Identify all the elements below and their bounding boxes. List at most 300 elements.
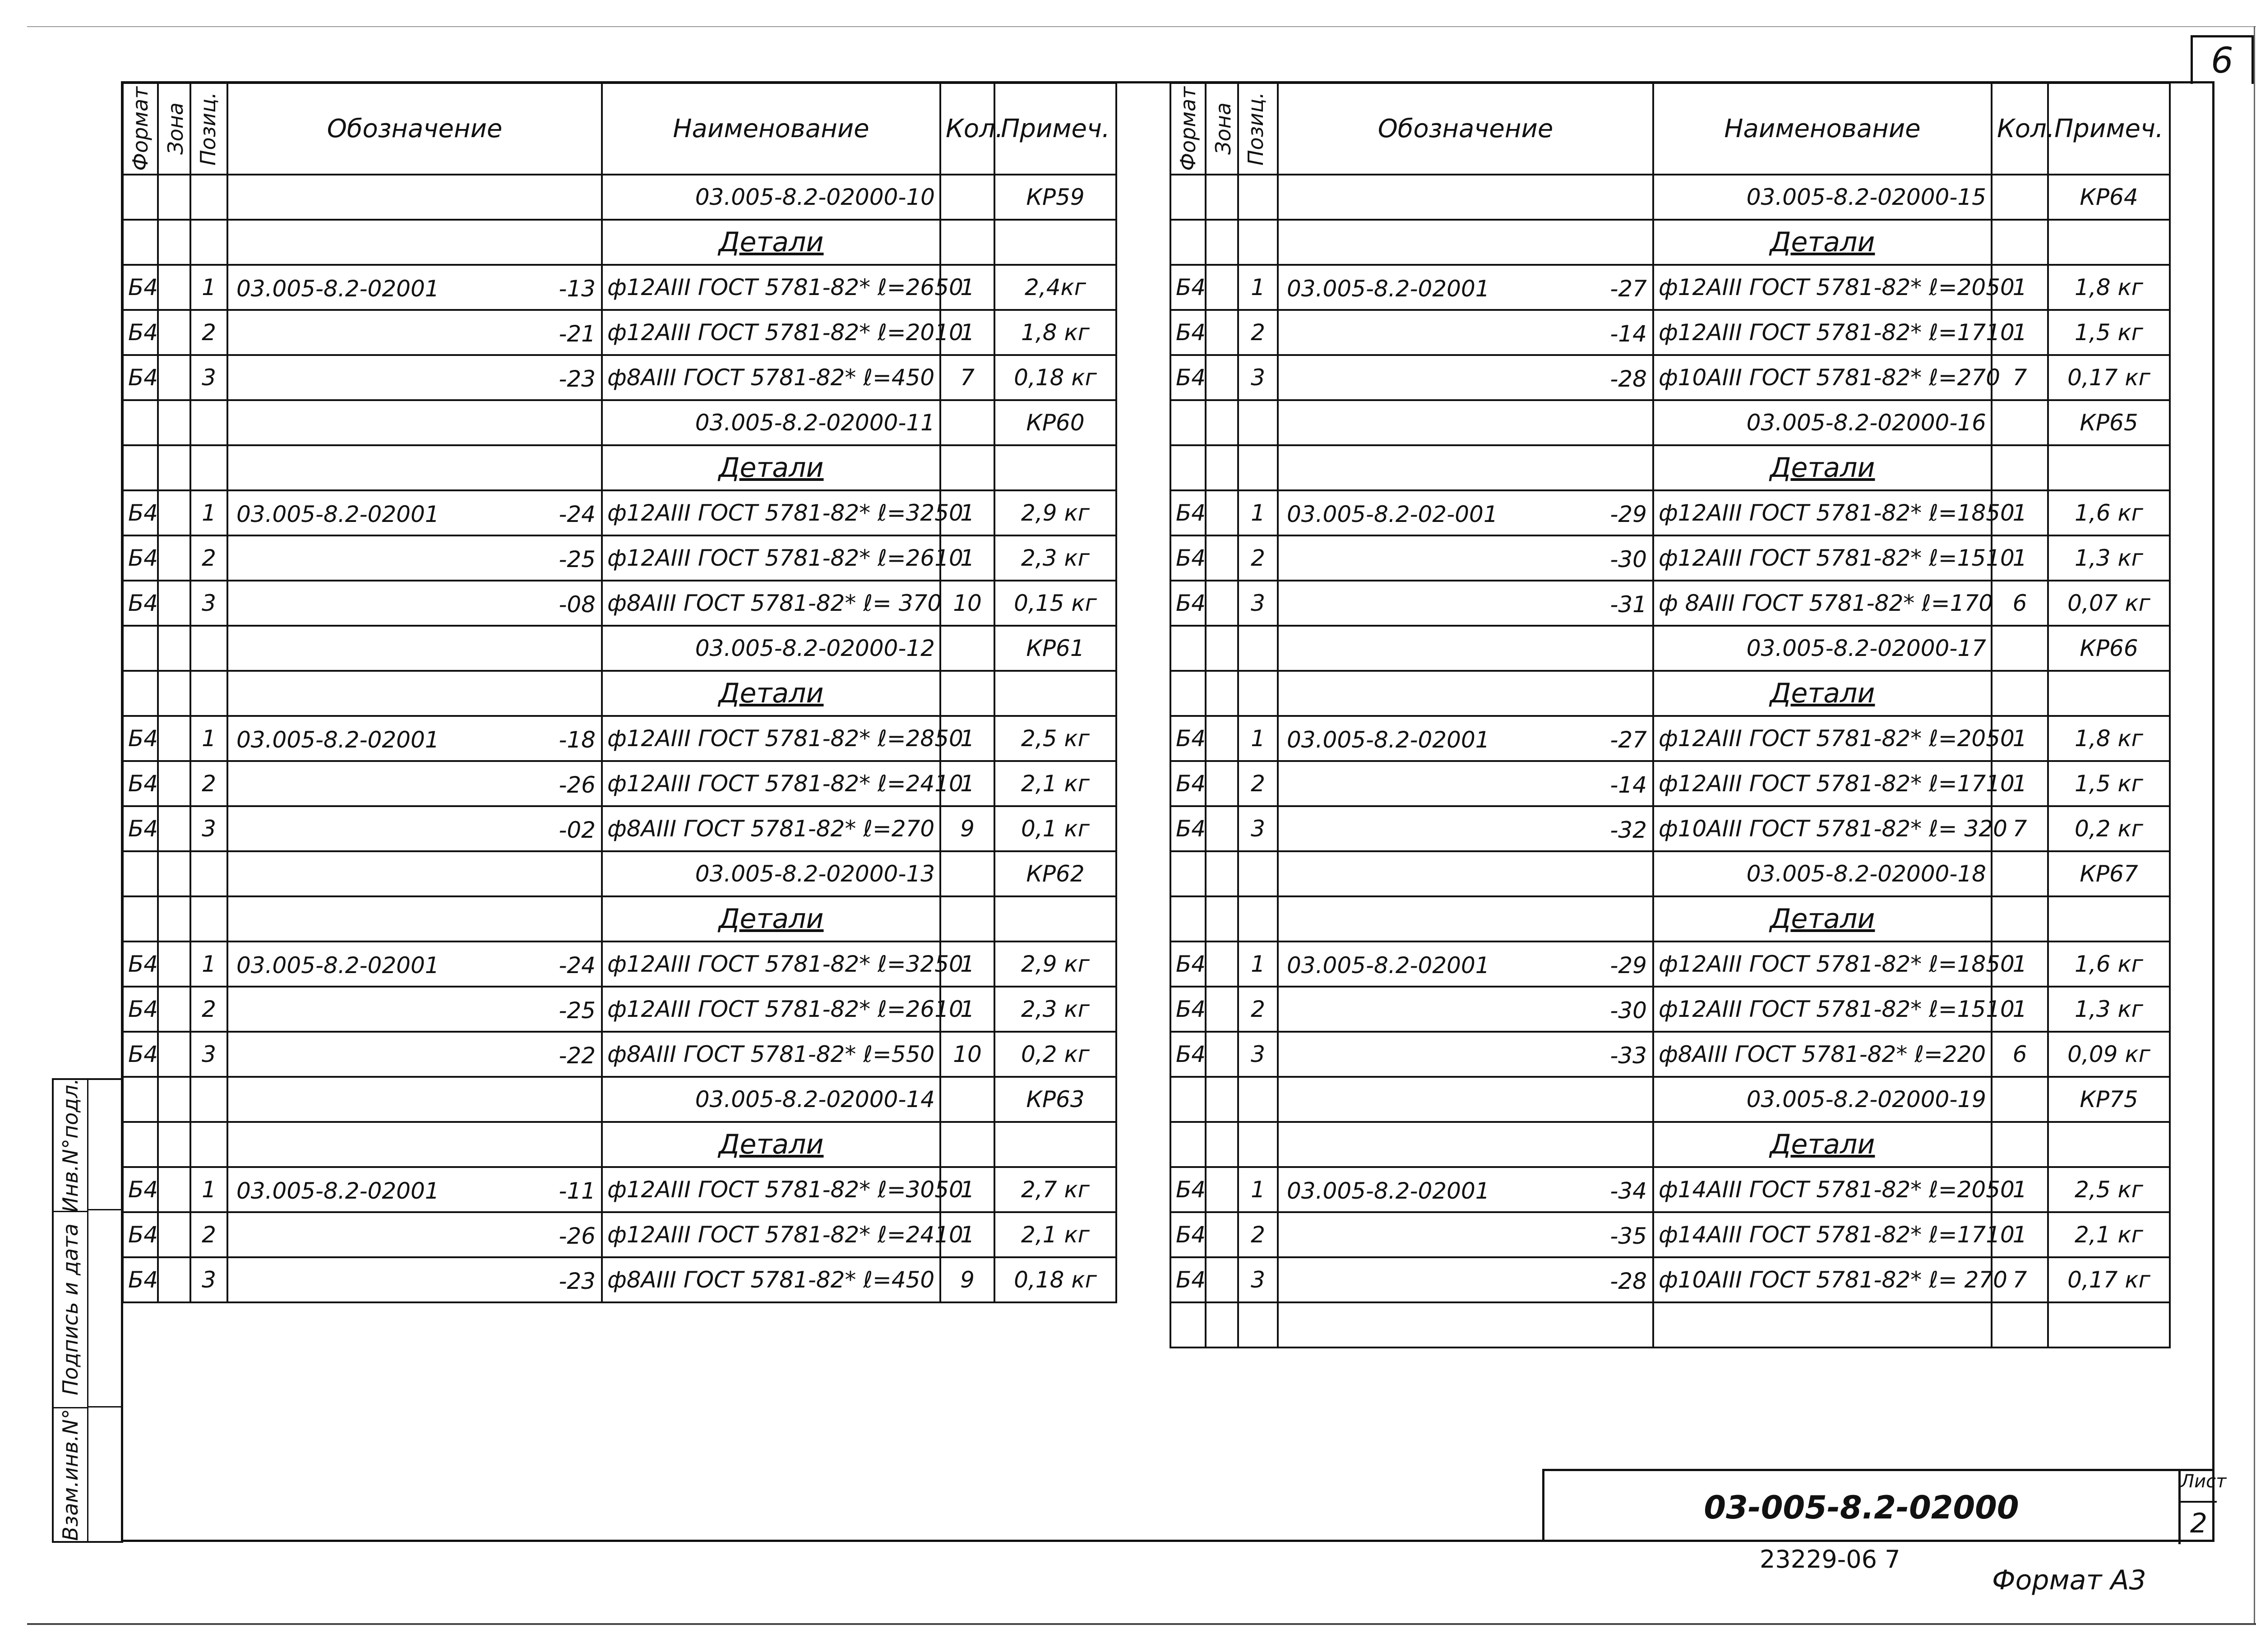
item-note: 2,1 кг: [994, 1212, 1116, 1257]
blank-cell: [1238, 1302, 1278, 1347]
item-designation: [1278, 1212, 1653, 1257]
assembly-code: 03.005-8.2-02000-17: [1653, 626, 1992, 671]
item-position: 3: [1238, 1032, 1278, 1077]
item-note: 1,3 кг: [2048, 987, 2170, 1032]
qty-cell: [1992, 896, 2048, 941]
item-designation-suffix: -25: [559, 546, 596, 572]
item-note: 2,1 кг: [2048, 1212, 2170, 1257]
outer-trim-right: [2254, 26, 2255, 1623]
zone-cell: [158, 1212, 190, 1257]
assembly-code: 03.005-8.2-02000-10: [602, 175, 940, 220]
item-format: Б4: [1170, 1167, 1206, 1212]
position-cell: [1238, 626, 1278, 671]
item-name: ф12АIII ГОСТ 5781-82* ℓ=1850: [1653, 941, 1992, 987]
format-cell: [123, 896, 158, 941]
item-designation-code: 03.005-8.2-02001: [1287, 1177, 1490, 1204]
header-zone: Зона: [1206, 83, 1238, 175]
item-designation: [1278, 806, 1653, 851]
zone-cell: [158, 265, 190, 310]
item-designation-suffix: -31: [1610, 591, 1647, 618]
item-note: 0,07 кг: [2048, 581, 2170, 626]
zone-cell: [1206, 1122, 1238, 1167]
section-label: Детали: [1653, 1122, 1992, 1167]
qty-cell: [940, 896, 994, 941]
zone-cell: [1206, 535, 1238, 581]
item-position: 1: [190, 490, 227, 535]
item-name: ф12АIII ГОСТ 5781-82* ℓ=1850: [1653, 490, 1992, 535]
format-cell: [123, 445, 158, 490]
archive-number: 23229-06 7: [1760, 1545, 1900, 1574]
note-cell: [2048, 220, 2170, 265]
item-row: [1170, 490, 2170, 535]
blank-cell: [2048, 1302, 2170, 1347]
assembly-note: КР60: [994, 400, 1116, 445]
item-designation: [227, 761, 602, 806]
item-name: ф12АIII ГОСТ 5781-82* ℓ=1510: [1653, 987, 1992, 1032]
format-cell: [123, 1077, 158, 1122]
note-cell: [994, 445, 1116, 490]
section-row: [1170, 671, 2170, 716]
format-cell: [123, 671, 158, 716]
item-row: [1170, 941, 2170, 987]
header-name: Наименование: [602, 83, 940, 175]
assembly-note: КР75: [2048, 1077, 2170, 1122]
item-name: ф12АIII ГОСТ 5781-82* ℓ=1710: [1653, 761, 1992, 806]
designation-cell: [1278, 1122, 1653, 1167]
zone-cell: [1206, 265, 1238, 310]
zone-cell: [1206, 1167, 1238, 1212]
item-row: [123, 1257, 1116, 1302]
item-position: 1: [1238, 265, 1278, 310]
zone-cell: [1206, 445, 1238, 490]
assembly-note: КР62: [994, 851, 1116, 896]
assembly-note: КР65: [2048, 400, 2170, 445]
designation-cell: [227, 445, 602, 490]
format-cell: [1170, 445, 1206, 490]
assembly-note: КР61: [994, 626, 1116, 671]
item-name: ф12АIII ГОСТ 5781-82* ℓ=3050: [602, 1167, 940, 1212]
designation-cell: [227, 626, 602, 671]
item-name: ф8АIII ГОСТ 5781-82* ℓ=450: [602, 355, 940, 400]
designation-cell: [227, 1077, 602, 1122]
item-name: ф12АIII ГОСТ 5781-82* ℓ=2410: [602, 1212, 940, 1257]
item-qty: 1: [1992, 761, 2048, 806]
item-note: 1,8 кг: [2048, 716, 2170, 761]
item-designation: [227, 355, 602, 400]
designation-cell: [1278, 851, 1653, 896]
section-row: [123, 1122, 1116, 1167]
item-qty: 7: [1992, 1257, 2048, 1302]
item-designation-suffix: -34: [1610, 1177, 1647, 1204]
zone-cell: [158, 220, 190, 265]
item-designation-suffix: -30: [1610, 997, 1647, 1024]
side-value-podpis: [88, 1210, 122, 1407]
item-designation: [227, 1167, 602, 1212]
item-designation: [227, 1257, 602, 1302]
designation-cell: [1278, 671, 1653, 716]
item-position: 1: [1238, 490, 1278, 535]
blank-cell: [1170, 1302, 1206, 1347]
format-cell: [1170, 626, 1206, 671]
item-designation-suffix: -23: [559, 1268, 596, 1294]
item-note: 2,5 кг: [994, 716, 1116, 761]
outer-trim-top: [27, 26, 2256, 27]
format-cell: [123, 851, 158, 896]
item-qty: 1: [1992, 490, 2048, 535]
position-cell: [1238, 1122, 1278, 1167]
format-cell: [1170, 896, 1206, 941]
item-designation-suffix: -24: [559, 952, 596, 978]
item-name: ф8АIII ГОСТ 5781-82* ℓ=550: [602, 1032, 940, 1077]
zone-cell: [1206, 490, 1238, 535]
section-row: [123, 896, 1116, 941]
item-format: Б4: [123, 1032, 158, 1077]
item-designation: [1278, 310, 1653, 355]
item-qty: 1: [940, 310, 994, 355]
item-designation-suffix: -18: [559, 726, 596, 753]
item-format: Б4: [123, 716, 158, 761]
designation-cell: [1278, 175, 1653, 220]
item-name: ф12АIII ГОСТ 5781-82* ℓ=2050: [1653, 265, 1992, 310]
assembly-code: 03.005-8.2-02000-13: [602, 851, 940, 896]
zone-cell: [1206, 806, 1238, 851]
spec-table-left: [122, 82, 1117, 1303]
item-note: 1,5 кг: [2048, 761, 2170, 806]
item-note: 0,17 кг: [2048, 1257, 2170, 1302]
item-name: ф 8АIII ГОСТ 5781-82* ℓ=170: [1653, 581, 1992, 626]
item-qty: 1: [940, 490, 994, 535]
item-format: Б4: [123, 535, 158, 581]
item-row: [123, 716, 1116, 761]
item-format: Б4: [1170, 490, 1206, 535]
item-position: 1: [190, 941, 227, 987]
zone-cell: [158, 626, 190, 671]
item-designation: [227, 1032, 602, 1077]
zone-cell: [158, 445, 190, 490]
position-cell: [190, 851, 227, 896]
designation-cell: [1278, 445, 1653, 490]
item-format: Б4: [123, 355, 158, 400]
item-note: 0,2 кг: [994, 1032, 1116, 1077]
item-position: 3: [190, 1032, 227, 1077]
item-row: [123, 535, 1116, 581]
assembly-row: [123, 851, 1116, 896]
qty-cell: [940, 626, 994, 671]
item-format: Б4: [1170, 535, 1206, 581]
position-cell: [1238, 220, 1278, 265]
zone-cell: [1206, 581, 1238, 626]
title-block: [1542, 1469, 2227, 1542]
note-cell: [994, 220, 1116, 265]
item-designation: [1278, 490, 1653, 535]
blank-cell: [1206, 1302, 1238, 1347]
spec-header-row: [1170, 83, 2170, 175]
item-note: 1,6 кг: [2048, 941, 2170, 987]
item-qty: 1: [1992, 1167, 2048, 1212]
item-format: Б4: [1170, 806, 1206, 851]
sheet-number: 6: [2211, 40, 2233, 81]
item-position: 2: [1238, 761, 1278, 806]
qty-cell: [1992, 445, 2048, 490]
spec-table-right: [1170, 82, 2171, 1348]
item-row: [123, 265, 1116, 310]
format-cell: [1170, 400, 1206, 445]
qty-cell: [940, 445, 994, 490]
zone-cell: [1206, 220, 1238, 265]
item-note: 0,15 кг: [994, 581, 1116, 626]
format-cell: [123, 175, 158, 220]
qty-cell: [940, 220, 994, 265]
side-stamp: [52, 1078, 123, 1543]
item-name: ф10АIII ГОСТ 5781-82* ℓ= 270: [1653, 1257, 1992, 1302]
item-designation: [1278, 355, 1653, 400]
item-row: [1170, 265, 2170, 310]
zone-cell: [158, 851, 190, 896]
section-label: Детали: [1653, 220, 1992, 265]
item-designation-code: 03.005-8.2-02001: [236, 726, 439, 753]
item-designation-suffix: -14: [1610, 320, 1647, 347]
item-designation: [1278, 987, 1653, 1032]
side-stamp-values: [88, 1080, 122, 1541]
item-format: Б4: [123, 941, 158, 987]
header-format: Формат: [1170, 83, 1206, 175]
item-position: 3: [190, 1257, 227, 1302]
section-row: [1170, 1122, 2170, 1167]
qty-cell: [940, 1122, 994, 1167]
zone-cell: [1206, 1032, 1238, 1077]
item-note: 2,7 кг: [994, 1167, 1116, 1212]
assembly-note: КР66: [2048, 626, 2170, 671]
item-designation: [227, 941, 602, 987]
item-name: ф8АIII ГОСТ 5781-82* ℓ=450: [602, 1257, 940, 1302]
item-qty: 1: [1992, 535, 2048, 581]
zone-cell: [158, 1122, 190, 1167]
item-note: 1,6 кг: [2048, 490, 2170, 535]
item-designation-suffix: -26: [559, 771, 596, 798]
item-note: 1,8 кг: [2048, 265, 2170, 310]
item-qty: 9: [940, 806, 994, 851]
item-designation-code: 03.005-8.2-02001: [236, 501, 439, 527]
zone-cell: [158, 761, 190, 806]
header-zone: Зона: [158, 83, 190, 175]
item-qty: 1: [1992, 310, 2048, 355]
item-qty: 7: [1992, 806, 2048, 851]
assembly-row: [1170, 851, 2170, 896]
item-format: Б4: [123, 1257, 158, 1302]
position-cell: [1238, 1077, 1278, 1122]
item-name: ф12АIII ГОСТ 5781-82* ℓ=3250: [602, 490, 940, 535]
item-format: Б4: [1170, 581, 1206, 626]
item-name: ф8АIII ГОСТ 5781-82* ℓ= 370: [602, 581, 940, 626]
designation-cell: [1278, 1077, 1653, 1122]
side-seg-inv: [54, 1080, 87, 1212]
sheet-label: Лист: [2181, 1471, 2217, 1503]
zone-cell: [158, 671, 190, 716]
item-row: [1170, 581, 2170, 626]
item-position: 2: [190, 761, 227, 806]
item-qty: 7: [1992, 355, 2048, 400]
item-format: Б4: [1170, 1032, 1206, 1077]
section-label: Детали: [602, 671, 940, 716]
section-label: Детали: [602, 896, 940, 941]
item-designation-suffix: -11: [559, 1177, 596, 1204]
item-designation: [227, 490, 602, 535]
zone-cell: [1206, 851, 1238, 896]
item-note: 2,5 кг: [2048, 1167, 2170, 1212]
item-position: 3: [1238, 806, 1278, 851]
item-note: 0,17 кг: [2048, 355, 2170, 400]
format-cell: [123, 400, 158, 445]
qty-cell: [940, 851, 994, 896]
item-row: [123, 1212, 1116, 1257]
item-position: 1: [190, 716, 227, 761]
format-cell: [123, 626, 158, 671]
item-qty: 1: [940, 1167, 994, 1212]
position-cell: [1238, 896, 1278, 941]
item-format: Б4: [1170, 716, 1206, 761]
item-row: [123, 941, 1116, 987]
item-format: Б4: [1170, 761, 1206, 806]
section-row: [123, 220, 1116, 265]
item-note: 2,4кг: [994, 265, 1116, 310]
item-qty: 1: [1992, 716, 2048, 761]
qty-cell: [1992, 220, 2048, 265]
note-cell: [2048, 896, 2170, 941]
zone-cell: [1206, 626, 1238, 671]
assembly-code: 03.005-8.2-02000-19: [1653, 1077, 1992, 1122]
item-row: [123, 355, 1116, 400]
section-row: [123, 445, 1116, 490]
item-note: 2,9 кг: [994, 490, 1116, 535]
item-designation-suffix: -28: [1610, 1268, 1647, 1294]
zone-cell: [1206, 1257, 1238, 1302]
assembly-row: [1170, 175, 2170, 220]
item-row: [1170, 987, 2170, 1032]
blank-row: [1170, 1302, 2170, 1347]
side-value-inv: [88, 1080, 122, 1210]
item-qty: 1: [940, 987, 994, 1032]
section-label: Детали: [1653, 445, 1992, 490]
note-cell: [994, 896, 1116, 941]
item-note: 1,8 кг: [994, 310, 1116, 355]
item-designation: [227, 310, 602, 355]
item-name: ф10АIII ГОСТ 5781-82* ℓ= 320: [1653, 806, 1992, 851]
item-position: 2: [190, 1212, 227, 1257]
item-name: ф12АIII ГОСТ 5781-82* ℓ=1710: [1653, 310, 1992, 355]
zone-cell: [158, 941, 190, 987]
item-designation-code: 03.005-8.2-02001: [236, 1177, 439, 1204]
header-note: Примеч.: [994, 83, 1116, 175]
item-format: Б4: [1170, 265, 1206, 310]
header-qty: Кол.: [940, 83, 994, 175]
item-qty: 1: [940, 716, 994, 761]
item-format: Б4: [123, 310, 158, 355]
designation-cell: [1278, 626, 1653, 671]
item-designation-suffix: -13: [559, 275, 596, 302]
item-name: ф14АIII ГОСТ 5781-82* ℓ=1710: [1653, 1212, 1992, 1257]
note-cell: [2048, 445, 2170, 490]
item-designation-code: 03.005-8.2-02001: [1287, 726, 1490, 753]
item-format: Б4: [1170, 1257, 1206, 1302]
item-note: 0,18 кг: [994, 1257, 1116, 1302]
item-name: ф12АIII ГОСТ 5781-82* ℓ=2650: [602, 265, 940, 310]
zone-cell: [158, 175, 190, 220]
qty-cell: [940, 175, 994, 220]
item-format: Б4: [123, 1212, 158, 1257]
item-row: [123, 1032, 1116, 1077]
item-designation: [1278, 941, 1653, 987]
header-position: Позиц.: [190, 83, 227, 175]
zone-cell: [1206, 716, 1238, 761]
item-qty: 10: [940, 581, 994, 626]
format-cell: [1170, 851, 1206, 896]
assembly-row: [1170, 626, 2170, 671]
item-format: Б4: [1170, 987, 1206, 1032]
position-cell: [190, 175, 227, 220]
item-position: 3: [1238, 355, 1278, 400]
format-cell: [1170, 671, 1206, 716]
item-row: [1170, 761, 2170, 806]
item-designation-suffix: -26: [559, 1223, 596, 1249]
position-cell: [190, 400, 227, 445]
blank-cell: [1278, 1302, 1653, 1347]
item-qty: 6: [1992, 581, 2048, 626]
item-designation-code: 03.005-8.2-02001: [236, 275, 439, 302]
section-label: Детали: [1653, 896, 1992, 941]
header-position: Позиц.: [1238, 83, 1278, 175]
assembly-row: [123, 175, 1116, 220]
qty-cell: [1992, 1077, 2048, 1122]
assembly-code: 03.005-8.2-02000-12: [602, 626, 940, 671]
item-qty: 1: [940, 761, 994, 806]
format-cell: [123, 220, 158, 265]
item-qty: 1: [940, 265, 994, 310]
item-note: 0,1 кг: [994, 806, 1116, 851]
position-cell: [1238, 671, 1278, 716]
format-cell: [123, 1122, 158, 1167]
item-row: [1170, 806, 2170, 851]
item-position: 2: [1238, 535, 1278, 581]
item-position: 1: [1238, 716, 1278, 761]
item-designation: [1278, 1167, 1653, 1212]
side-label-vzam-inv: Взам.инв.N°: [58, 1408, 83, 1541]
section-row: [1170, 220, 2170, 265]
item-name: ф8АIII ГОСТ 5781-82* ℓ=270: [602, 806, 940, 851]
item-designation-code: 03.005-8.2-02-001: [1287, 501, 1498, 527]
item-format: Б4: [123, 490, 158, 535]
designation-cell: [227, 175, 602, 220]
item-designation-suffix: -30: [1610, 546, 1647, 572]
item-format: Б4: [123, 806, 158, 851]
item-position: 2: [190, 987, 227, 1032]
zone-cell: [1206, 355, 1238, 400]
item-note: 2,9 кг: [994, 941, 1116, 987]
outer-trim-bottom: [27, 1623, 2256, 1625]
position-cell: [190, 445, 227, 490]
side-label-podpis-data: Подпись и дата: [58, 1223, 83, 1396]
item-name: ф12АIII ГОСТ 5781-82* ℓ=2050: [1653, 716, 1992, 761]
item-position: 3: [1238, 581, 1278, 626]
item-designation-suffix: -22: [559, 1042, 596, 1069]
designation-cell: [227, 1122, 602, 1167]
header-designation: Обозначение: [1278, 83, 1653, 175]
item-qty: 1: [1992, 265, 2048, 310]
item-position: 3: [190, 355, 227, 400]
qty-cell: [1992, 1122, 2048, 1167]
item-position: 1: [1238, 1167, 1278, 1212]
item-designation-code: 03.005-8.2-02001: [236, 952, 439, 978]
zone-cell: [158, 1032, 190, 1077]
